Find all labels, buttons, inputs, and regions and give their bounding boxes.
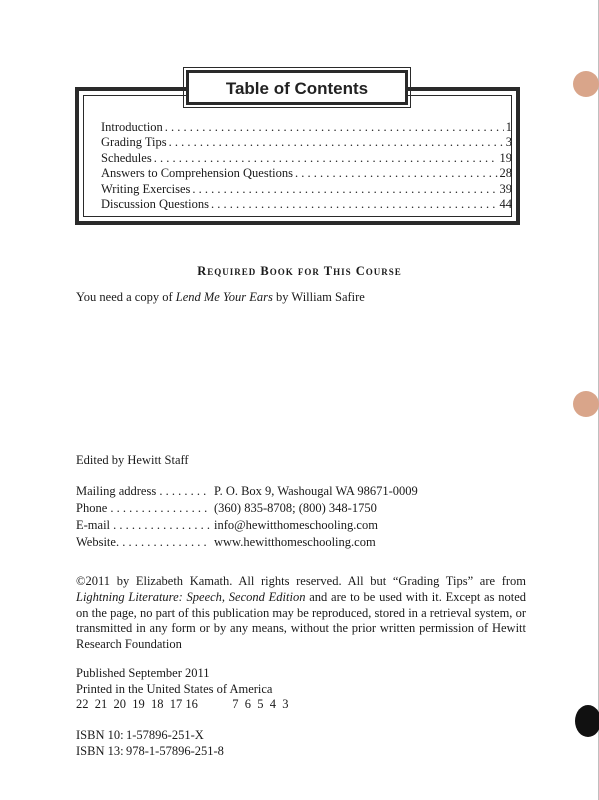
toc-entry-page: 3	[505, 135, 512, 150]
email-link[interactable]: info@hewitthomeschooling.com	[214, 518, 378, 532]
isbn-13-row	[76, 744, 224, 760]
punch-hole-middle	[573, 391, 599, 417]
contact-label: Mailing address . . . . . . . .	[76, 484, 207, 498]
toc-leader-dots	[192, 182, 497, 197]
toc-entry-page: 44	[499, 196, 512, 211]
printed-location: Printed in the United States of America	[76, 681, 273, 696]
contact-row-mailing	[76, 483, 418, 500]
toc-title: Table of Contents	[225, 79, 369, 98]
edited-by: Edited by Hewitt Staff	[76, 453, 189, 467]
publication-info	[76, 666, 289, 713]
required-text-suffix: by William Safire	[272, 290, 365, 304]
contact-label: Phone . . . . . . . . . . . . . . . .	[76, 501, 208, 515]
toc-entry-page: 19	[499, 150, 512, 165]
required-book-heading: Required Book for This Course	[197, 264, 402, 278]
copyright-text-1: ©2011 by Elizabeth Kamath. All rights reserved. All but “Grading Tips” are from	[76, 574, 526, 588]
toc-entry[interactable]	[101, 197, 512, 212]
toc-entry[interactable]	[101, 151, 512, 166]
contact-value: (360) 835-8708; (800) 348-1750	[214, 501, 377, 515]
isbn-10-row	[76, 728, 224, 744]
toc-entry-label: Writing Exercises	[101, 181, 191, 196]
copyright-book-title: Lightning Literature: Speech, Second Edition	[76, 589, 306, 604]
copyright-text-2: and are to be used with it. Except as noted on the page, no part of this publication may be reproduced, stored in a retrieval system, or transmitted in any form or by any means, without the prior written permission of Hewitt Research Foundation	[76, 589, 526, 652]
toc-entry-page: 39	[499, 181, 512, 196]
toc-leader-dots	[295, 166, 498, 181]
toc-leader-dots	[154, 151, 498, 166]
toc-entry-label: Introduction	[101, 120, 163, 134]
toc-entry[interactable]	[101, 135, 512, 150]
required-book-text	[76, 290, 365, 305]
toc-list	[101, 120, 512, 212]
toc-entry-label: Answers to Comprehension Questions	[101, 166, 293, 181]
toc-entry[interactable]	[101, 182, 512, 197]
isbn-value: 1-57896-251-X	[126, 728, 204, 742]
contact-label: Website. . . . . . . . . . . . . . .	[76, 535, 207, 549]
toc-leader-dots	[165, 120, 504, 135]
printing-line: 22 21 20 19 18 17 16 7 6 5 4 3	[76, 697, 289, 712]
toc-entry-page: 1	[505, 120, 512, 134]
contact-row-website	[76, 534, 418, 551]
isbn-value: 978-1-57896-251-8	[126, 743, 224, 758]
isbn-label: ISBN 13:	[76, 743, 124, 758]
contact-row-phone	[76, 500, 418, 517]
published-date: Published September 2011	[76, 666, 210, 680]
toc-entry-label: Schedules	[101, 150, 152, 165]
toc-leader-dots	[211, 197, 498, 212]
isbn-block	[76, 728, 224, 759]
punch-hole-top	[573, 71, 599, 97]
contact-row-email	[76, 517, 418, 534]
contact-block	[76, 483, 418, 551]
isbn-label: ISBN 10:	[76, 728, 124, 742]
required-book-title: Lend Me Your Ears	[175, 290, 273, 304]
toc-entry-label: Discussion Questions	[101, 196, 209, 211]
punch-hole-bottom	[575, 705, 599, 737]
contact-value: P. O. Box 9, Washougal WA 98671-0009	[214, 484, 418, 498]
required-text-prefix: You need a copy of	[76, 290, 176, 304]
toc-entry-page: 28	[499, 166, 512, 181]
toc-entry[interactable]	[101, 166, 512, 181]
contact-label: E-mail . . . . . . . . . . . . . . . .	[76, 518, 211, 532]
website-link[interactable]: www.hewitthomeschooling.com	[214, 535, 376, 549]
toc-title-box	[186, 70, 408, 105]
toc-entry-label: Grading Tips	[101, 135, 167, 150]
copyright-notice	[76, 574, 526, 653]
toc-leader-dots	[169, 135, 504, 150]
toc-entry[interactable]	[101, 120, 512, 135]
